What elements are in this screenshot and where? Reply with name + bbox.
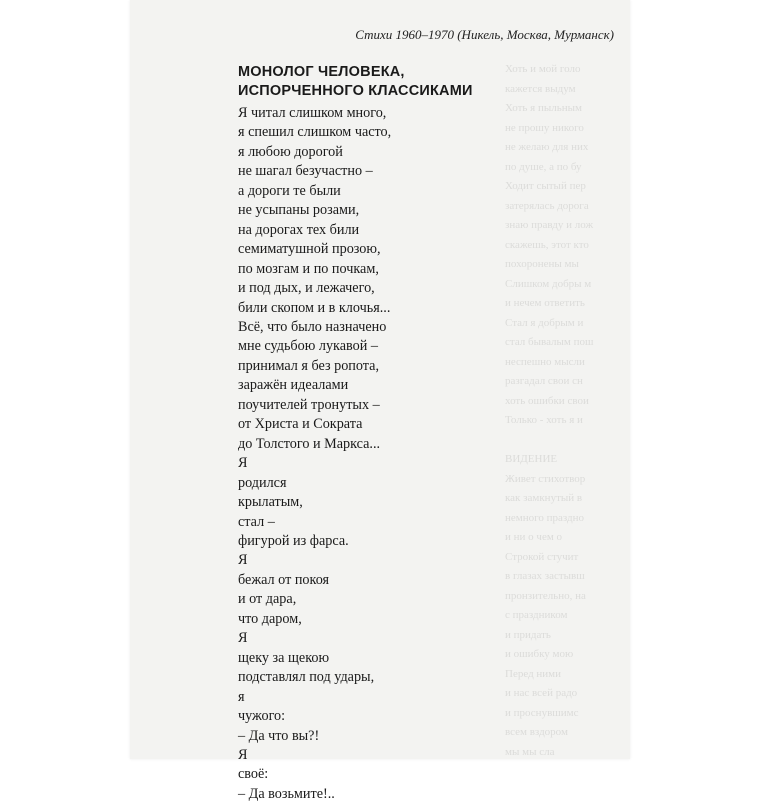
poem-line: подставлял под удары, <box>238 669 375 686</box>
poem-line: фигурой из фарса. <box>238 532 349 549</box>
poem-body <box>238 104 391 804</box>
poem-line: до Толстого и Маркса... <box>238 435 381 452</box>
poem-line: и под дых, и лежачего, <box>238 280 375 297</box>
poem-line: семиматушной прозою, <box>238 241 381 258</box>
poem-line: – Да возьмите!.. <box>238 785 335 802</box>
poem-line: принимал я без ропота, <box>238 357 380 374</box>
poem-line: крылатым, <box>238 494 303 511</box>
poem-line: Я <box>238 630 248 647</box>
poem-line: поучителей тронутых – <box>238 396 380 413</box>
poem-line: стал – <box>238 513 275 530</box>
poem-line: своё: <box>238 766 269 783</box>
poem-line: Я <box>238 455 248 472</box>
poem-line: били скопом и в клочья... <box>238 299 391 316</box>
poem-line: и от дара, <box>238 591 297 608</box>
poem-line: не шагал безучастно – <box>238 163 373 180</box>
poem-line: не усыпаны розами, <box>238 202 360 219</box>
poem-line: родился <box>238 474 287 491</box>
poem-line: я любою дорогой <box>238 143 343 160</box>
poem-line: чужого: <box>238 708 286 725</box>
poem-line: Всё, что было назначено <box>238 318 387 335</box>
poem-title-line: ИСПОРЧЕННОГО КЛАССИКАМИ <box>238 83 473 99</box>
poem-title <box>238 63 473 101</box>
poem-line: Я <box>238 746 248 763</box>
poem-line: по мозгам и по почкам, <box>238 260 379 277</box>
poem-line: что даром, <box>238 610 302 627</box>
poem-line: – Да что вы?! <box>238 727 320 744</box>
poem-line: Я читал слишком много, <box>238 105 387 121</box>
running-header: Стихи 1960–1970 (Никель, Москва, Мурманск) <box>355 27 614 42</box>
poem-title-line: МОНОЛОГ ЧЕЛОВЕКА, <box>238 64 405 80</box>
poem-line: Я <box>238 552 248 569</box>
poem-line: я <box>238 688 245 705</box>
book-page <box>130 0 630 802</box>
poem-line: бежал от покоя <box>238 571 330 588</box>
poem-line: мне судьбою лукавой – <box>238 338 378 355</box>
poem-line: а дороги те были <box>238 182 341 199</box>
poem-line: на дорогах тех били <box>238 221 360 238</box>
show-through-text: Хоть и мой голо кажется выдум Хоть я пыльным не прошу никого не желаю для них по душе, а по бу Ходит сытый пер затерялась дорога знаю правду и лож скажешь, этот кто похоронены мы Слишком добры м и нечем ответить Стал я добрым и стал бывалым пош неспешно мысли разгадал свои сн хоть ошибки свои Только - хоть я и ВИДЕНИЕ Живет стихотвор как замкнутый в немного праздно и ни о чем о Строкой стучит в глазах застывш пронзительно, на с праздником и придать и ошибку мою Перед ними и нас всей радо и проснувшимс всем вздором мы мы сла <box>505 63 594 758</box>
poem-line: я спешил слишком часто, <box>238 124 392 141</box>
poem-line: щеку за щекою <box>238 649 330 666</box>
poem-line: от Христа и Сократа <box>238 416 363 433</box>
poem-line: заражён идеалами <box>238 377 349 394</box>
